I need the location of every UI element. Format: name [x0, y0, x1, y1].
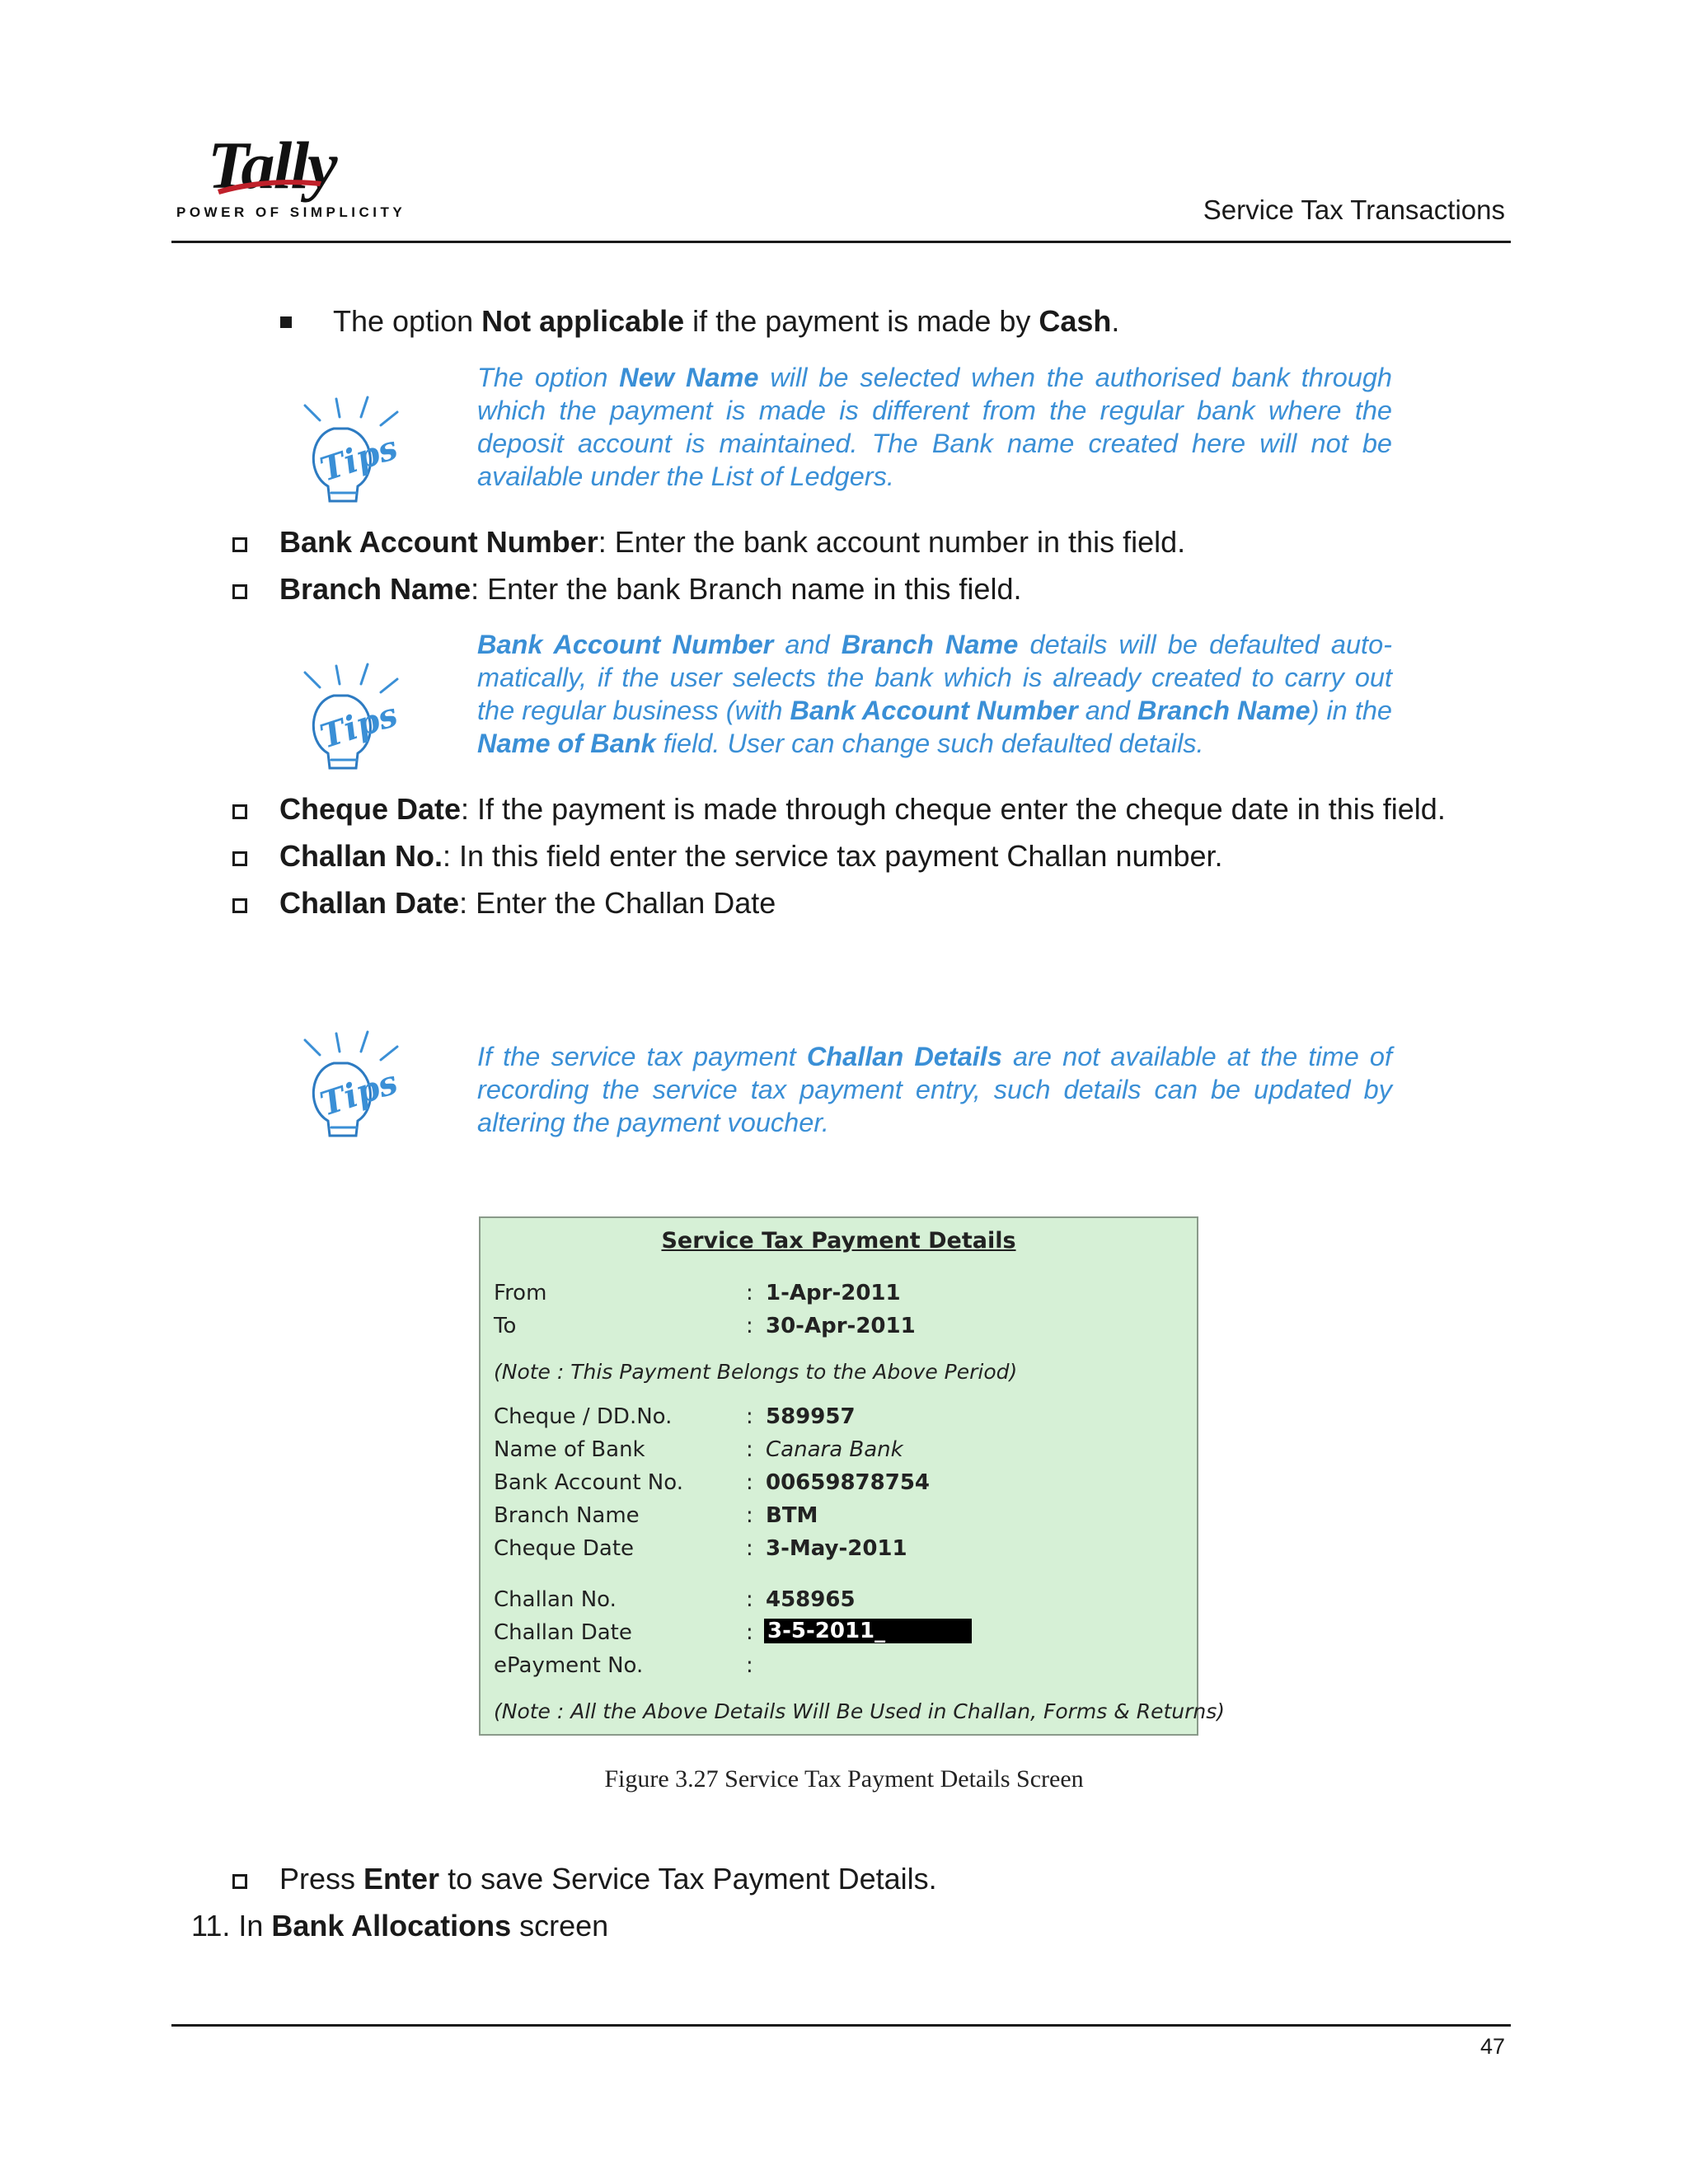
- account-no-label: Bank Account No.: [494, 1470, 683, 1495]
- tips-bulb-icon: [288, 663, 412, 778]
- bullet-hollow-icon: [232, 851, 247, 866]
- tip-challan-details: If the service tax payment Challan Details are not available at the time of recording the service tax payment entry, such details can be updated by altering the payment voucher.: [477, 1042, 1392, 1137]
- figure-caption: Figure 3.27 Service Tax Payment Details Screen: [604, 1765, 1084, 1793]
- page-number: 47: [1479, 2034, 1505, 2059]
- header-rule: [171, 241, 1511, 243]
- svg-text:Tips: Tips: [315, 1062, 403, 1124]
- item-challan-date: Challan Date: Enter the Challan Date: [279, 886, 776, 920]
- item-cheque-date: Cheque Date: If the payment is made through cheque enter the cheque date in this field.: [279, 792, 1446, 826]
- item-branch-name: Branch Name: Enter the bank Branch name in this field.: [279, 572, 1022, 606]
- option-not-applicable: The option Not applicable if the payment is made by Cash.: [333, 304, 1120, 338]
- details-note: (Note : All the Above Details Will Be Used in Challan, Forms & Returns): [494, 1699, 1225, 1723]
- tips-bulb-icon: [288, 396, 412, 511]
- footer-rule: [171, 2024, 1511, 2027]
- bullet-hollow-icon: [232, 1874, 247, 1889]
- colon: :: [746, 1281, 753, 1305]
- account-no-value[interactable]: 00659878754: [766, 1470, 930, 1495]
- branch-name-value[interactable]: BTM: [766, 1503, 818, 1528]
- bullet-solid-icon: [280, 316, 292, 328]
- from-value[interactable]: 1-Apr-2011: [766, 1281, 901, 1305]
- bullet-hollow-icon: [232, 584, 247, 599]
- item-press-enter: Press Enter to save Service Tax Payment Details.: [279, 1862, 937, 1896]
- cheque-dd-label: Cheque / DD.No.: [494, 1404, 673, 1429]
- item-challan-no: Challan No.: In this field enter the service tax payment Challan number.: [279, 839, 1223, 873]
- to-value[interactable]: 30-Apr-2011: [766, 1314, 916, 1338]
- cheque-dd-value[interactable]: 589957: [766, 1404, 856, 1429]
- epayment-no-label: ePayment No.: [494, 1653, 644, 1678]
- tip-new-name: The option New Name will be selected when the authorised bank through which the payment is made is different from the regular bank where the deposit account is maintained. The Bank name created here will not be available under the List of Ledgers.: [477, 363, 1392, 491]
- tip-defaulted-details: Bank Account Number and Branch Name details will be defaulted auto-matically, if the user selects the bank which is already created to carry out the regular business (with Bank Account Number and Branch Name) in the Name of Bank field. User can change such defaulted details.: [477, 630, 1392, 758]
- step-11: 11. In Bank Allocations screen: [191, 1909, 609, 1943]
- bullet-hollow-icon: [232, 537, 247, 552]
- challan-date-input[interactable]: 3-5-2011_: [764, 1619, 972, 1643]
- from-label: From: [494, 1281, 547, 1305]
- colon: :: [746, 1503, 753, 1528]
- challan-date-label: Challan Date: [494, 1620, 632, 1645]
- tips-bulb-icon: [288, 1030, 412, 1146]
- bullet-hollow-icon: [232, 898, 247, 913]
- item-bank-account-number: Bank Account Number: Enter the bank account number in this field.: [279, 525, 1186, 559]
- colon: :: [746, 1404, 753, 1429]
- svg-text:Tips: Tips: [315, 428, 403, 490]
- service-tax-payment-details-screen: [479, 1216, 1225, 1736]
- colon: :: [746, 1536, 753, 1561]
- tally-logo: Tally: [208, 128, 336, 203]
- bullet-hollow-icon: [232, 804, 247, 819]
- colon: :: [746, 1470, 753, 1495]
- period-note: (Note : This Payment Belongs to the Above Period): [494, 1360, 1018, 1384]
- to-label: To: [494, 1314, 517, 1338]
- cheque-date-label: Cheque Date: [494, 1536, 635, 1561]
- section-title: Service Tax Transactions: [1203, 194, 1505, 225]
- screen-title: Service Tax Payment Details: [661, 1228, 1016, 1254]
- branch-name-label: Branch Name: [494, 1503, 640, 1528]
- challan-no-label: Challan No.: [494, 1587, 617, 1612]
- colon: :: [746, 1653, 753, 1678]
- colon: :: [746, 1314, 753, 1338]
- colon: :: [746, 1587, 753, 1612]
- svg-text:Tips: Tips: [315, 695, 403, 757]
- colon: :: [746, 1437, 753, 1462]
- cheque-date-value[interactable]: 3-May-2011: [766, 1536, 907, 1561]
- logo-swoosh-icon: [216, 175, 323, 196]
- colon: :: [746, 1620, 753, 1645]
- challan-no-value[interactable]: 458965: [766, 1587, 856, 1612]
- bank-name-label: Name of Bank: [494, 1437, 645, 1462]
- bank-name-value[interactable]: Canara Bank: [766, 1437, 903, 1462]
- logo-tagline: POWER OF SIMPLICITY: [176, 204, 406, 220]
